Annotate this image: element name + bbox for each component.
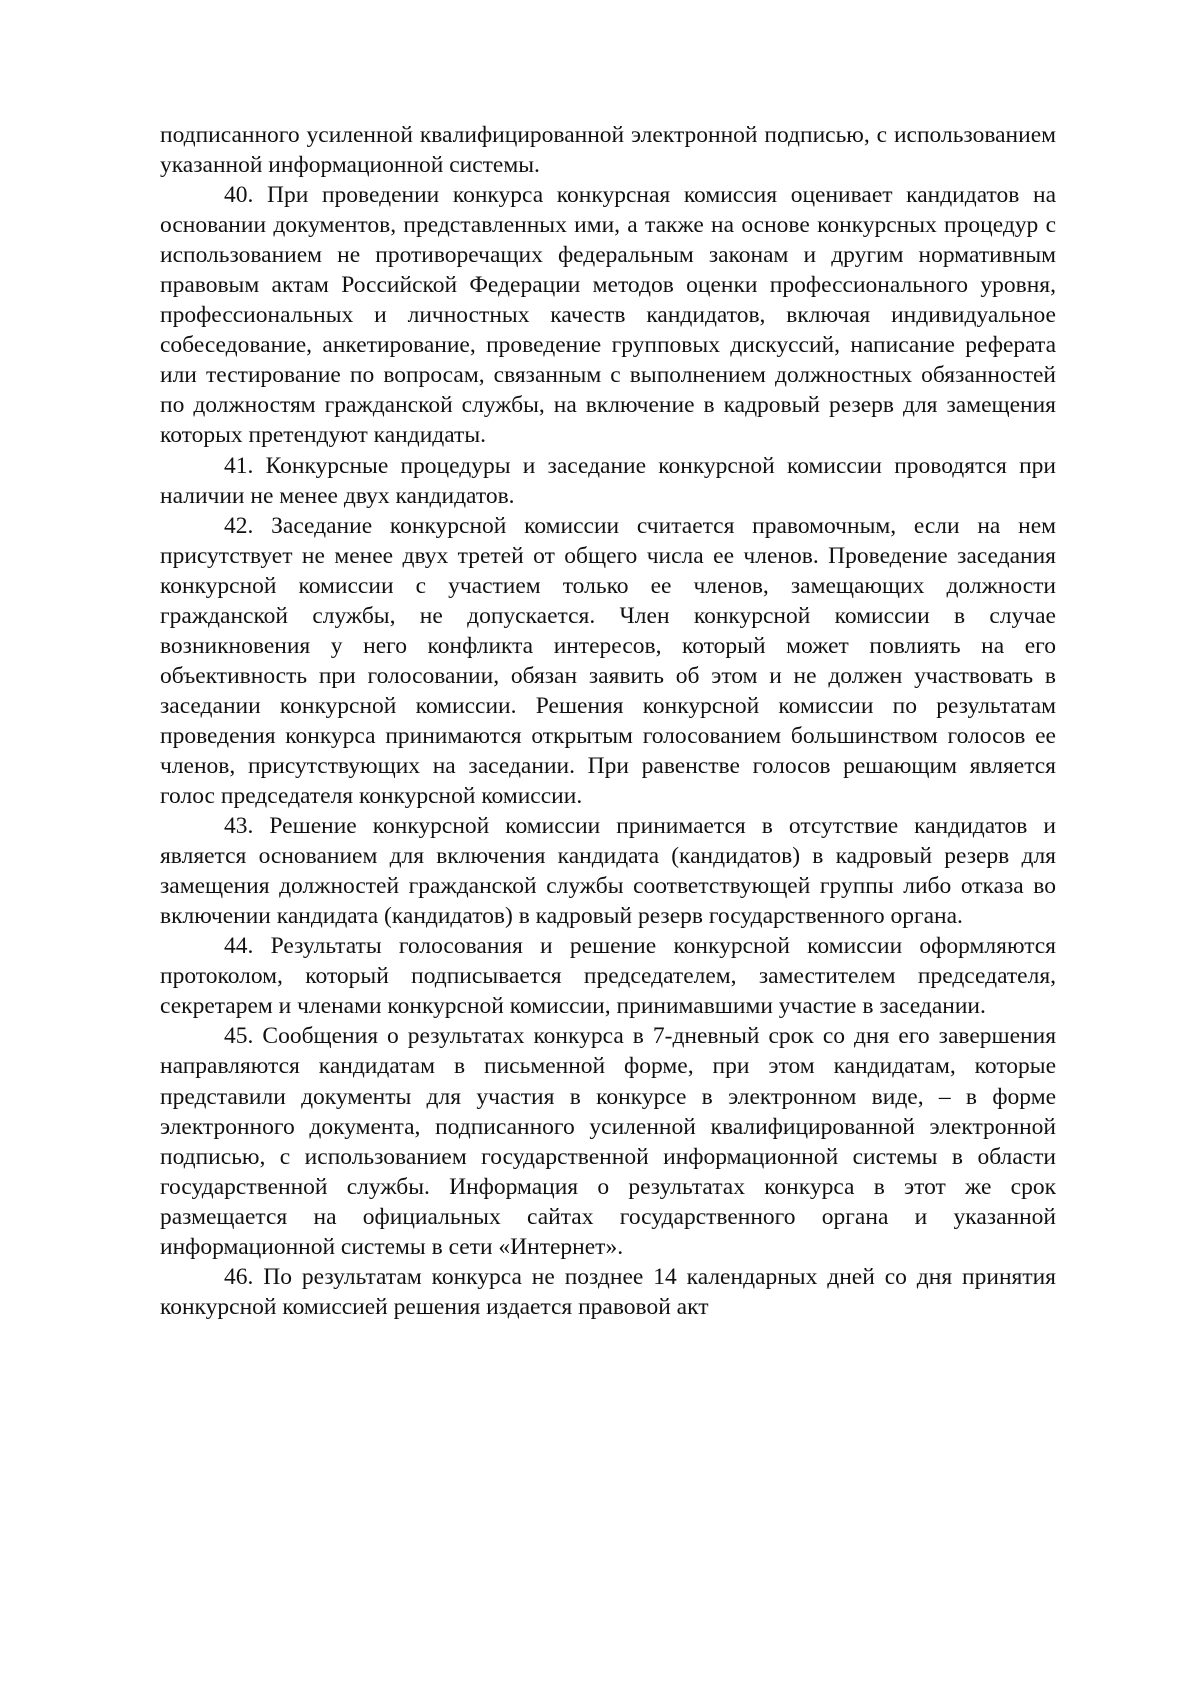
paragraph-41: 41. Конкурсные процедуры и заседание конкурсной комиссии проводятся при наличии не менее двух кандидатов. — [160, 452, 1056, 509]
paragraph-45: 45. Сообщения о результатах конкурса в 7-дневный срок со дня его завершения направляются кандидатам в письменной форме, при этом кандидатам, которые представили документы для участия в конкурсе в электронном виде, – в форме электронного документа, подписанного усиленной квалифицированной электронной подписью, с использованием государственной информационной системы в области государственной службы. Информация о результатах конкурса в этот же срок размещается на официальных сайтах государственного органа и указанной информационной системы в сети «Интернет». — [160, 1023, 1056, 1260]
paragraph-43: 43. Решение конкурсной комиссии принимается в отсутствие кандидатов и является основанием для включения кандидата (кандидатов) в кадровый резерв для замещения должностей гражданской службы соответствующей группы либо отказа во включении кандидата (кандидатов) в кадровый резерв государственного органа. — [160, 813, 1056, 930]
paragraph-44: 44. Результаты голосования и решение конкурсной комиссии оформляются протоколом, который подписывается председателем, заместителем председателя, секретарем и членами конкурсной комиссии, принимавшими участие в заседании. — [160, 933, 1056, 1020]
document-body — [160, 120, 1056, 1322]
paragraph-40: 40. При проведении конкурса конкурсная комиссия оценивает кандидатов на основании документов, представленных ими, а также на основе конкурсных процедур с использованием не противоречащих федеральным законам и другим нормативным правовым актам Российской Федерации методов оценки профессионального уровня, профессиональных и личностных качеств кандидатов, включая индивидуальное собеседование, анкетирование, проведение групповых дискуссий, написание реферата или тестирование по вопросам, связанным с выполнением должностных обязанностей по должностям гражданской службы, на включение в кадровый резерв для замещения которых претендуют кандидаты. — [160, 182, 1056, 449]
paragraph-42: 42. Заседание конкурсной комиссии считается правомочным, если на нем присутствует не менее двух третей от общего числа ее членов. Проведение заседания конкурсной комиссии с участием только ее членов, замещающих должности гражданской службы, не допускается. Член конкурсной комиссии в случае возникновения у него конфликта интересов, который может повлиять на его объективность при голосовании, обязан заявить об этом и не должен участвовать в заседании конкурсной комиссии. Решения конкурсной комиссии по результатам проведения конкурса принимаются открытым голосованием большинством голосов ее членов, присутствующих на заседании. При равенстве голосов решающим является голос председателя конкурсной комиссии. — [160, 512, 1056, 810]
paragraph-continuation: подписанного усиленной квалифицированной электронной подписью, с использованием указанной информационной системы. — [160, 122, 1056, 179]
paragraph-46: 46. По результатам конкурса не позднее 14 календарных дней со дня принятия конкурсной комиссией решения издается правовой акт — [160, 1263, 1056, 1320]
